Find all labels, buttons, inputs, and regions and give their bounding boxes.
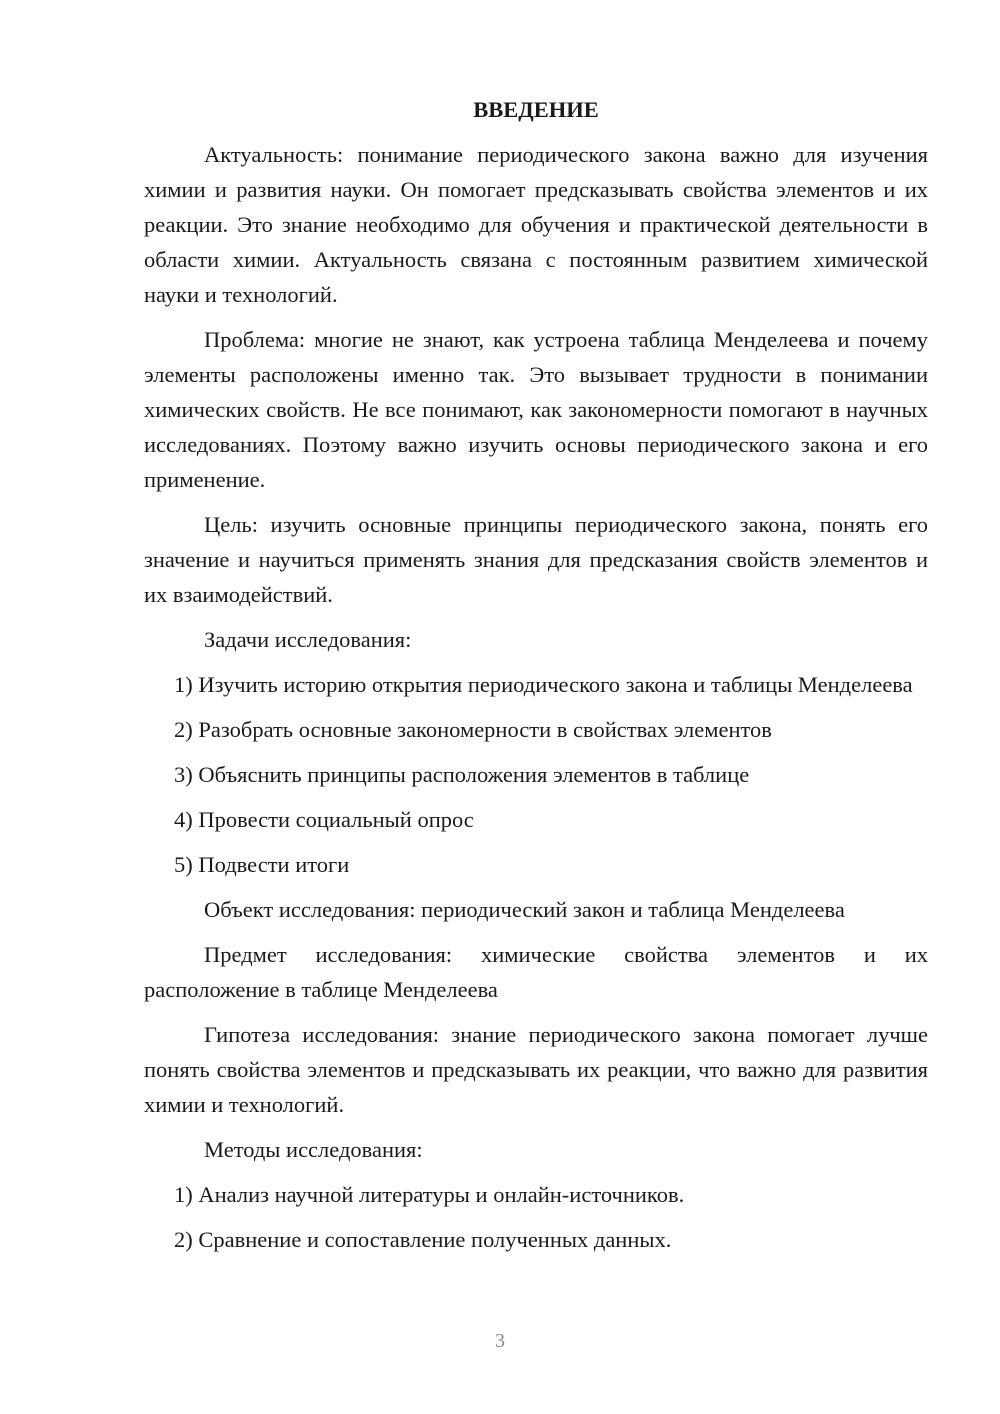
object-paragraph: Объект исследования: периодический закон и таблица Менделеева xyxy=(204,897,845,922)
task-item-1: 1) Изучить историю открытия периодического закона и таблицы Менделеева xyxy=(174,672,913,697)
relevance-paragraph: Актуальность: понимание периодического закона важно для изучения химии и развития науки. Он помогает предсказывать свойства элементов и их реакции. Это знание необходимо для обучения и практической деятельности в области химии. Актуальность связана с постоянным развитием химической науки и технологий. xyxy=(144,142,928,307)
section-heading: ВВЕДЕНИЕ xyxy=(473,97,599,122)
task-item-5: 5) Подвести итоги xyxy=(174,852,350,877)
page-number: 3 xyxy=(495,1330,505,1352)
hypothesis-paragraph: Гипотеза исследования: знание периодического закона помогает лучше понять свойства элементов и предсказывать их реакции, что важно для развития химии и технологий. xyxy=(144,1022,928,1117)
method-item-1: 1) Анализ научной литературы и онлайн-источников. xyxy=(174,1182,685,1207)
goal-paragraph: Цель: изучить основные принципы периодического закона, понять его значение и научиться применять знания для предсказания свойств элементов и их взаимодействий. xyxy=(144,512,928,607)
problem-paragraph: Проблема: многие не знают, как устроена таблица Менделеева и почему элементы расположены именно так. Это вызывает трудности в понимании химических свойств. Не все понимают, как закономерности помогают в научных исследованиях. Поэтому важно изучить основы периодического закона и его применение. xyxy=(144,327,928,492)
method-item-2: 2) Сравнение и сопоставление полученных данных. xyxy=(174,1227,672,1252)
task-item-4: 4) Провести социальный опрос xyxy=(174,807,474,832)
methods-heading: Методы исследования: xyxy=(204,1137,423,1162)
task-item-3: 3) Объяснить принципы расположения элементов в таблице xyxy=(174,762,750,787)
subject-paragraph: Предмет исследования: химические свойства элементов и их расположение в таблице Менделеева xyxy=(144,942,928,1002)
task-item-2: 2) Разобрать основные закономерности в свойствах элементов xyxy=(174,717,772,742)
document-page xyxy=(144,92,928,1267)
tasks-heading: Задачи исследования: xyxy=(204,627,412,652)
